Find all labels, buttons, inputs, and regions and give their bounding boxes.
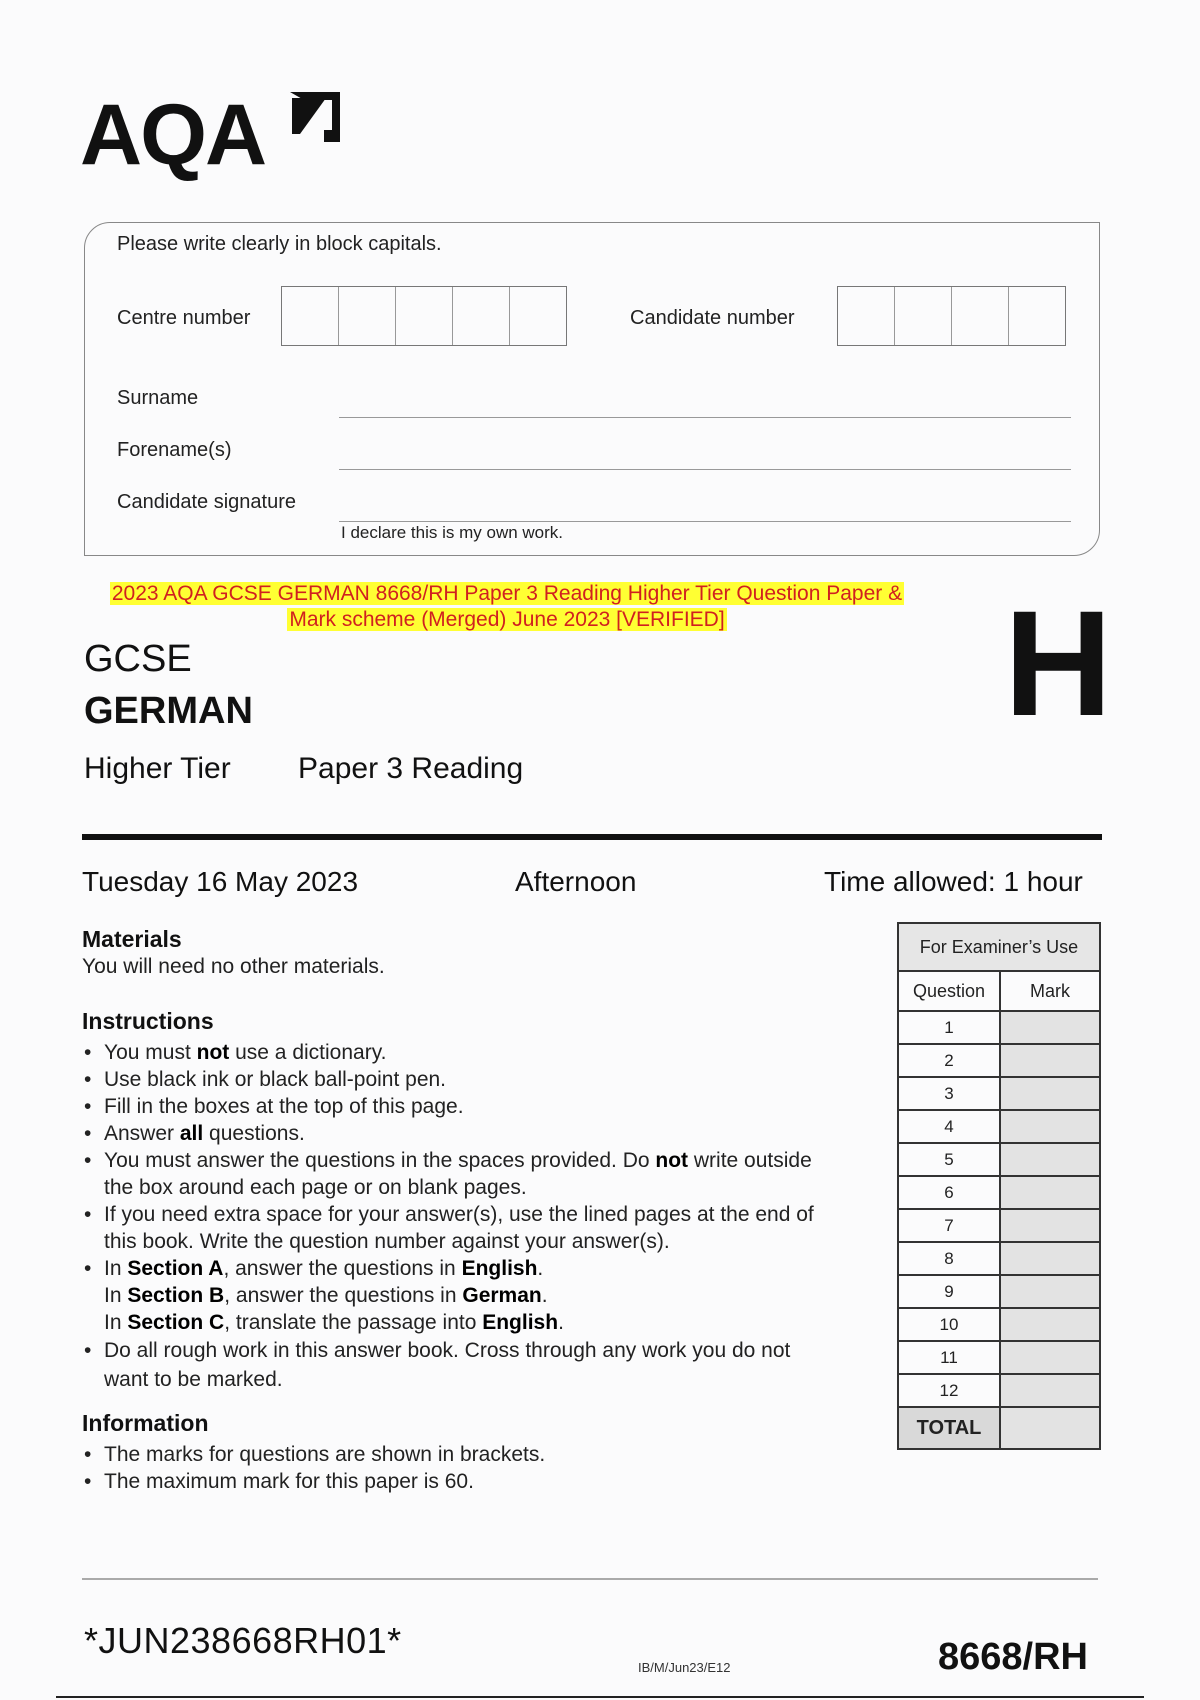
instruction-text: questions. [203,1122,305,1145]
header-divider [82,834,1102,840]
instruction-item [82,1147,882,1201]
candidate-digit-box[interactable] [952,287,1009,345]
surname-label: Surname [117,387,199,409]
examiner-row [898,1044,1100,1077]
candidate-digit-box[interactable] [895,287,952,345]
instructions-list [82,1039,882,1394]
mark-cell[interactable] [1000,1044,1100,1077]
examiners-use-title: For Examiner’s Use [898,923,1100,971]
candidate-details-box [84,222,1100,556]
examiner-row [898,1374,1100,1407]
subject-title: GERMAN [84,690,253,732]
instruction-text: If you need extra space for your answer(s), use the lined pages at the end of this book. Write the question number against your answer(s). [104,1203,814,1253]
centre-digit-box[interactable] [282,287,339,345]
instruction-text: Fill in the boxes at the top of this page. [104,1095,464,1118]
instruction-item [82,1120,882,1147]
question-number-cell: 3 [898,1077,1000,1110]
instruction-item [82,1066,882,1093]
instruction-emphasis: not [196,1041,230,1064]
exam-date: Tuesday 16 May 2023 [82,866,359,897]
examiner-row [898,1308,1100,1341]
information-section [82,1410,882,1495]
mark-cell[interactable] [1000,1374,1100,1407]
question-number-cell: 8 [898,1242,1000,1275]
examiner-row [898,1176,1100,1209]
instruction-text: Use black ink or black ball-point pen. [104,1068,447,1091]
instruction-text: , translate the passage into [224,1311,483,1334]
instruction-text: Do all rough work in this answer book. Cross through any work you do not want to be marked. [104,1339,791,1391]
tier-letter: H [1004,579,1113,747]
instruction-text: . In [104,1284,548,1334]
mark-cell[interactable] [1000,1176,1100,1209]
tier-label: Higher Tier [84,752,231,785]
document-title-banner [84,581,930,633]
information-heading: Information [82,1410,209,1436]
instruction-text: Answer [104,1122,180,1145]
instruction-emphasis: Section B [127,1284,225,1307]
materials-text: You will need no other materials. [82,955,385,978]
banner-line-2: Mark scheme (Merged) June 2023 [VERIFIED] [289,608,725,631]
instruction-emphasis: English [482,1311,559,1334]
centre-digit-box[interactable] [510,287,566,345]
question-number-cell: 6 [898,1176,1000,1209]
question-number-cell: 5 [898,1143,1000,1176]
mark-cell[interactable] [1000,1209,1100,1242]
instruction-item [82,1093,882,1120]
declaration-text: I declare this is my own work. [341,523,564,542]
question-number-cell: 1 [898,1011,1000,1044]
question-number-cell: 4 [898,1110,1000,1143]
mark-cell[interactable] [1000,1341,1100,1374]
total-mark-cell[interactable] [1000,1407,1100,1449]
time-allowed: Time allowed: 1 hour [824,866,1083,897]
instruction-emphasis: all [179,1122,204,1145]
examiners-use-table [897,922,1101,1450]
candidate-digit-box[interactable] [1009,287,1065,345]
centre-digit-box[interactable] [396,287,453,345]
instruction-text: , answer the questions in [224,1284,463,1307]
aqa-logo [80,87,266,183]
exam-session: Afternoon [515,866,637,897]
examiner-row [898,1011,1100,1044]
examiner-row [898,1242,1100,1275]
materials-section [82,926,882,979]
information-list [82,1441,882,1495]
mark-cell[interactable] [1000,1143,1100,1176]
instruction-item [82,1039,882,1066]
centre-digit-box[interactable] [339,287,396,345]
centre-number-label: Centre number [117,307,251,329]
instruction-item [82,1336,882,1394]
total-label: TOTAL [898,1407,1000,1449]
mark-column-header: Mark [1000,971,1100,1011]
examiner-row [898,1077,1100,1110]
total-row [898,1407,1100,1449]
question-number-cell: 10 [898,1308,1000,1341]
paper-code: 8668/RH [938,1636,1088,1678]
instruction-text: You must [104,1041,197,1064]
logo-wordmark: AQA [80,87,266,183]
candidate-digit-box[interactable] [838,287,895,345]
surname-line[interactable] [339,417,1071,418]
examiner-row [898,1275,1100,1308]
candidate-number-boxes[interactable] [837,286,1066,346]
examiner-row [898,1110,1100,1143]
banner-line-1: 2023 AQA GCSE GERMAN 8668/RH Paper 3 Reading Higher Tier Question Paper & [111,582,903,605]
mark-cell[interactable] [1000,1077,1100,1110]
materials-heading: Materials [82,926,182,952]
page-bottom-edge [56,1696,1144,1698]
instruction-text: In [104,1257,128,1280]
forename-line[interactable] [339,469,1071,470]
centre-number-boxes[interactable] [281,286,567,346]
print-reference-code: IB/M/Jun23/E12 [638,1660,731,1675]
information-item: • The marks for questions are shown in brackets. [82,1441,882,1468]
question-column-header: Question [898,971,1000,1011]
instruction-text: . In [104,1257,544,1307]
mark-cell[interactable] [1000,1242,1100,1275]
mark-cell[interactable] [1000,1110,1100,1143]
paper-label: Paper 3 Reading [298,752,524,785]
instruction-emphasis: Section A [127,1257,224,1280]
instruction-emphasis: not [655,1149,689,1172]
signature-line[interactable] [339,521,1071,522]
question-number-cell: 7 [898,1209,1000,1242]
mark-cell[interactable] [1000,1308,1100,1341]
mark-cell[interactable] [1000,1011,1100,1044]
question-number-cell: 11 [898,1341,1000,1374]
instruction-text: , answer the questions in [223,1257,462,1280]
candidate-number-label: Candidate number [630,307,795,329]
instruction-item [82,1255,882,1336]
instruction-text: write outside the box around each page or on blank pages. [104,1149,812,1199]
question-number-cell: 12 [898,1374,1000,1407]
instruction-text: . [558,1311,564,1334]
signature-label: Candidate signature [117,491,297,513]
block-capitals-prompt: Please write clearly in block capitals. [117,233,442,255]
forename-label: Forename(s) [117,439,232,461]
question-number-cell: 9 [898,1275,1000,1308]
instruction-emphasis: German [462,1284,542,1307]
information-item: • The maximum mark for this paper is 60. [82,1468,882,1495]
examiner-row [898,1209,1100,1242]
examiner-row [898,1341,1100,1374]
qualification-title: GCSE [84,638,192,680]
instruction-emphasis: Section C [127,1311,225,1334]
instruction-text: You must answer the questions in the spaces provided. Do [104,1149,656,1172]
instructions-heading: Instructions [82,1008,214,1034]
aqa-tick-icon [286,90,344,150]
centre-digit-box[interactable] [453,287,510,345]
footer-divider [82,1578,1098,1580]
barcode-text: *JUN238668RH01* [84,1620,402,1661]
instruction-item [82,1201,882,1255]
question-number-cell: 2 [898,1044,1000,1077]
examiner-row [898,1143,1100,1176]
mark-cell[interactable] [1000,1275,1100,1308]
instructions-section [82,1008,882,1394]
instruction-text: use a dictionary. [229,1041,387,1064]
instruction-emphasis: English [461,1257,538,1280]
